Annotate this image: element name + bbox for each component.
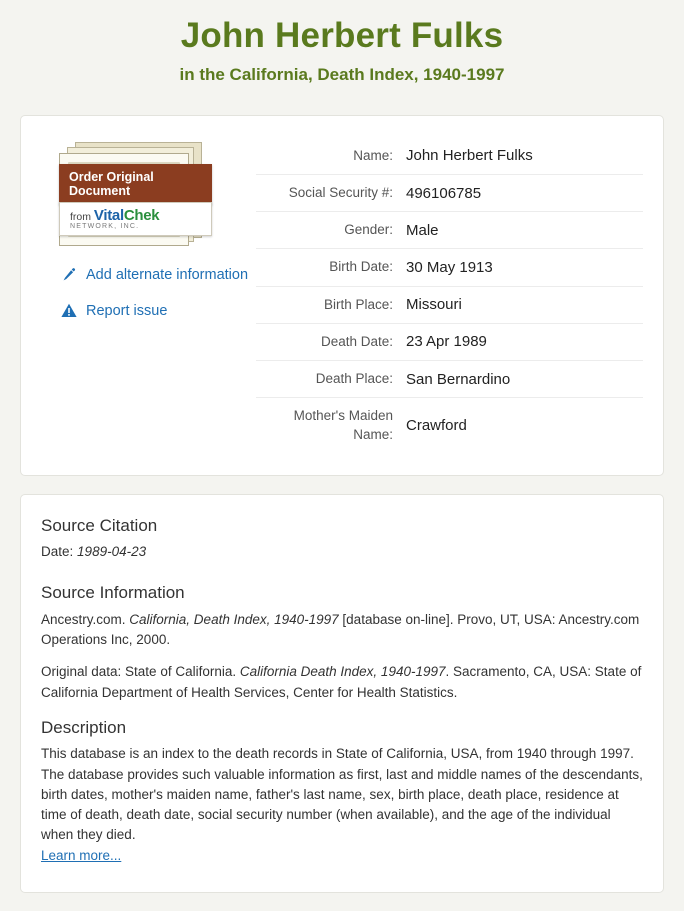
page-title: John Herbert Fulks	[180, 16, 504, 55]
source-info-1-post: [database on-line]. Provo, UT, USA: Ancestry.com Operations Inc, 2000.	[41, 611, 640, 648]
add-alternate-information-link[interactable]	[59, 267, 256, 283]
page-subtitle: in the California, Death Index, 1940-1997	[179, 64, 505, 84]
report-issue-label: Report issue	[86, 302, 168, 319]
add-alternate-information-label: Add alternate information	[86, 266, 249, 283]
vitalchek-branding	[59, 202, 212, 236]
source-info-1-pre: Ancestry.com.	[41, 611, 130, 627]
fact-value: 23 Apr 1989	[406, 333, 487, 351]
table-row	[256, 212, 643, 249]
learn-more-link[interactable]: Learn more...	[41, 847, 122, 863]
source-info-1-italic: California, Death Index, 1940-1997	[129, 611, 339, 627]
table-row	[256, 398, 643, 453]
vitalchek-brand-name: VitalChek	[93, 206, 160, 224]
fact-label: Death Date:	[320, 333, 393, 349]
order-original-document-button[interactable]	[59, 142, 204, 247]
fact-label: Birth Place:	[323, 296, 393, 312]
record-detail-card	[20, 115, 664, 476]
fact-value: Male	[406, 221, 439, 239]
description-heading: Description	[41, 717, 127, 737]
fact-label: Social Security #:	[288, 184, 393, 200]
source-citation-heading: Source Citation	[41, 515, 158, 535]
citation-date-label: Date:	[41, 544, 74, 560]
table-row	[256, 174, 643, 211]
fact-label: Mother's Maiden Name:	[293, 408, 393, 442]
report-issue-link[interactable]	[59, 303, 256, 319]
fact-value: 30 May 1913	[406, 259, 493, 277]
fact-label: Gender:	[344, 222, 393, 238]
source-information-heading: Source Information	[41, 583, 185, 603]
vitalchek-from-label: from	[70, 210, 91, 223]
fact-value: San Bernardino	[406, 370, 511, 388]
facts-table	[256, 138, 643, 453]
source-info-2-italic: California Death Index, 1940-1997	[239, 664, 446, 680]
table-row	[256, 286, 643, 323]
description-text: This database is an index to the death records in State of California, USA, from 1940 through 1997. The database provides such valuable information as first, last and middle names of the descendants, birth dates, mother's maiden name, father's last name, sex, birth place, death place, residence at time of death, death date, social security number (when available), and the age of the individual when they died.	[41, 746, 643, 843]
record-facts	[256, 134, 643, 453]
source-info-2-pre: Original data: State of California.	[41, 664, 240, 680]
source-info-2-post: . Sacramento, CA, USA: State of California Department of Health Services, Center for Health Statistics.	[41, 664, 642, 700]
table-row	[256, 361, 643, 398]
table-row	[256, 249, 643, 286]
table-row	[256, 138, 643, 175]
vitalchek-brand-suffix: NETWORK, INC.	[70, 222, 140, 230]
fact-value: Missouri	[406, 296, 462, 314]
record-left-column	[41, 134, 256, 319]
source-information-paragraph-1	[41, 610, 643, 651]
source-citation-date	[41, 542, 643, 562]
table-row	[256, 323, 643, 360]
fact-label: Birth Date:	[329, 259, 393, 275]
warning-icon	[59, 303, 79, 318]
page-header	[0, 0, 684, 93]
fact-label: Death Place:	[315, 371, 393, 387]
source-card	[20, 494, 664, 893]
fact-value: 496106785	[406, 184, 482, 202]
citation-date-value: 1989-04-23	[77, 544, 147, 560]
fact-value: John Herbert Fulks	[406, 147, 533, 165]
fact-label: Name:	[353, 147, 393, 163]
pencil-icon	[59, 267, 79, 283]
source-information-paragraph-2	[41, 662, 643, 703]
fact-value: Crawford	[406, 417, 467, 434]
order-document-label: Order Original Document	[59, 164, 212, 205]
